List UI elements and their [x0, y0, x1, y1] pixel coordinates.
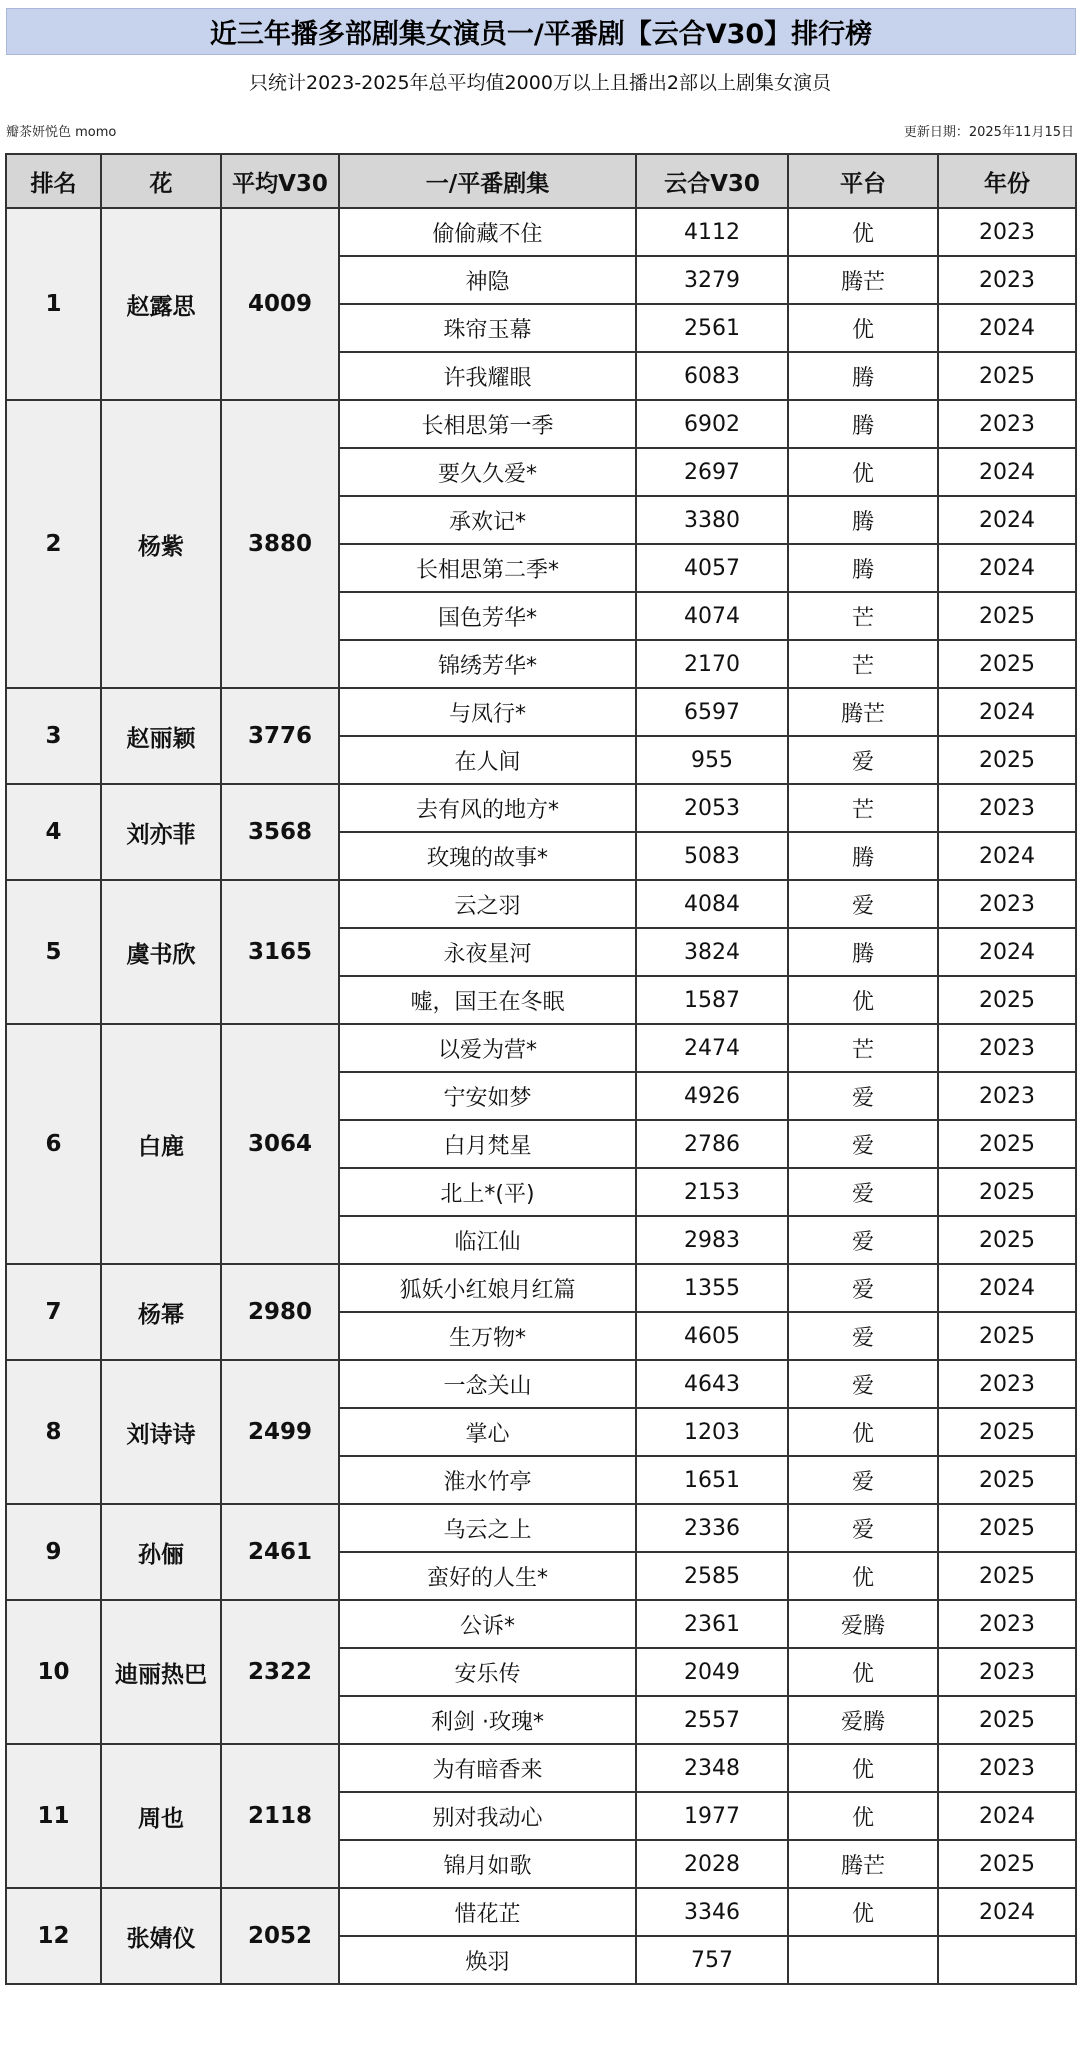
average-v30-cell: 4009: [221, 208, 339, 400]
rank-cell: 5: [6, 880, 101, 1024]
year-cell: 2025: [938, 1312, 1076, 1360]
column-header-year: 年份: [938, 154, 1076, 208]
show-title-cell: 永夜星河: [339, 928, 636, 976]
show-title-cell: 偷偷藏不住: [339, 208, 636, 256]
show-v30-cell: 4643: [636, 1360, 788, 1408]
platform-cell: 优: [788, 448, 938, 496]
year-cell: 2024: [938, 448, 1076, 496]
average-v30-cell: 3064: [221, 1024, 339, 1264]
platform-cell: 芒: [788, 784, 938, 832]
average-v30-cell: 2980: [221, 1264, 339, 1360]
table-row: [6, 1744, 1076, 1792]
year-cell: 2023: [938, 1600, 1076, 1648]
platform-cell: 优: [788, 1648, 938, 1696]
show-v30-cell: 2170: [636, 640, 788, 688]
platform-cell: 腾芒: [788, 256, 938, 304]
platform-cell: 腾: [788, 544, 938, 592]
platform-cell: 芒: [788, 1024, 938, 1072]
show-title-cell: 北上*(平): [339, 1168, 636, 1216]
rank-cell: 3: [6, 688, 101, 784]
rank-cell: 6: [6, 1024, 101, 1264]
show-v30-cell: 2557: [636, 1696, 788, 1744]
show-title-cell: 神隐: [339, 256, 636, 304]
show-v30-cell: 955: [636, 736, 788, 784]
show-title-cell: 要久久爱*: [339, 448, 636, 496]
platform-cell: 爱: [788, 1120, 938, 1168]
year-cell: 2025: [938, 1168, 1076, 1216]
platform-cell: 优: [788, 1408, 938, 1456]
platform-cell: 优: [788, 1744, 938, 1792]
show-v30-cell: 757: [636, 1936, 788, 1984]
show-title-cell: 淮水竹亭: [339, 1456, 636, 1504]
show-v30-cell: 3824: [636, 928, 788, 976]
year-cell: 2024: [938, 832, 1076, 880]
platform-cell: 爱: [788, 1360, 938, 1408]
year-cell: 2025: [938, 640, 1076, 688]
table-row: [6, 688, 1076, 736]
source-label: 瓣茶妍悦色 momo: [6, 125, 117, 140]
rank-cell: 4: [6, 784, 101, 880]
show-v30-cell: 2053: [636, 784, 788, 832]
year-cell: 2024: [938, 1888, 1076, 1936]
actress-cell: 赵露思: [101, 208, 221, 400]
show-title-cell: 生万物*: [339, 1312, 636, 1360]
year-cell: 2023: [938, 400, 1076, 448]
platform-cell: 优: [788, 1792, 938, 1840]
show-v30-cell: 1651: [636, 1456, 788, 1504]
table-row: [6, 880, 1076, 928]
table-row: [6, 1360, 1076, 1408]
year-cell: 2025: [938, 352, 1076, 400]
platform-cell: 爱: [788, 880, 938, 928]
actress-cell: 周也: [101, 1744, 221, 1888]
column-header-rank: 排名: [6, 154, 101, 208]
show-title-cell: 长相思第一季: [339, 400, 636, 448]
show-v30-cell: 2561: [636, 304, 788, 352]
year-cell: 2023: [938, 1024, 1076, 1072]
year-cell: 2025: [938, 1504, 1076, 1552]
table-header-row: [6, 154, 1076, 208]
show-v30-cell: 3346: [636, 1888, 788, 1936]
show-v30-cell: 2028: [636, 1840, 788, 1888]
show-title-cell: 别对我动心: [339, 1792, 636, 1840]
column-header-platform: 平台: [788, 154, 938, 208]
show-v30-cell: 4605: [636, 1312, 788, 1360]
show-v30-cell: 4926: [636, 1072, 788, 1120]
year-cell: 2025: [938, 1216, 1076, 1264]
page-subtitle: 只统计2023-2025年总平均值2000万以上且播出2部以上剧集女演员: [248, 72, 831, 94]
year-cell: 2025: [938, 976, 1076, 1024]
average-v30-cell: 2118: [221, 1744, 339, 1888]
show-v30-cell: 1977: [636, 1792, 788, 1840]
year-cell: 2023: [938, 880, 1076, 928]
average-v30-cell: 2499: [221, 1360, 339, 1504]
actress-cell: 刘诗诗: [101, 1360, 221, 1504]
show-v30-cell: 4112: [636, 208, 788, 256]
platform-cell: 爱: [788, 1216, 938, 1264]
show-title-cell: 公诉*: [339, 1600, 636, 1648]
table-row: [6, 784, 1076, 832]
column-header-v30: 云合V30: [636, 154, 788, 208]
show-title-cell: 云之羽: [339, 880, 636, 928]
show-v30-cell: 1587: [636, 976, 788, 1024]
show-v30-cell: 2361: [636, 1600, 788, 1648]
column-header-show: 一/平番剧集: [339, 154, 636, 208]
platform-cell: 腾: [788, 928, 938, 976]
year-cell: 2024: [938, 1792, 1076, 1840]
show-v30-cell: 2786: [636, 1120, 788, 1168]
ranking-table: [5, 153, 1077, 1985]
show-title-cell: 宁安如梦: [339, 1072, 636, 1120]
show-v30-cell: 3279: [636, 256, 788, 304]
show-v30-cell: 2697: [636, 448, 788, 496]
year-cell: 2025: [938, 1408, 1076, 1456]
rank-cell: 2: [6, 400, 101, 688]
table-row: [6, 1600, 1076, 1648]
show-v30-cell: 2336: [636, 1504, 788, 1552]
show-title-cell: 为有暗香来: [339, 1744, 636, 1792]
rank-cell: 1: [6, 208, 101, 400]
show-title-cell: 与凤行*: [339, 688, 636, 736]
average-v30-cell: 3776: [221, 688, 339, 784]
platform-cell: [788, 1936, 938, 1984]
year-cell: 2024: [938, 544, 1076, 592]
year-cell: 2025: [938, 1696, 1076, 1744]
show-title-cell: 蛮好的人生*: [339, 1552, 636, 1600]
rank-cell: 7: [6, 1264, 101, 1360]
platform-cell: 爱: [788, 1312, 938, 1360]
actress-cell: 张婧仪: [101, 1888, 221, 1984]
column-header-actress: 花: [101, 154, 221, 208]
show-title-cell: 临江仙: [339, 1216, 636, 1264]
actress-cell: 白鹿: [101, 1024, 221, 1264]
show-title-cell: 锦月如歌: [339, 1840, 636, 1888]
show-title-cell: 安乐传: [339, 1648, 636, 1696]
average-v30-cell: 3568: [221, 784, 339, 880]
platform-cell: 爱: [788, 1072, 938, 1120]
update-date: 更新日期：2025年11月15日: [903, 125, 1074, 140]
show-v30-cell: 4074: [636, 592, 788, 640]
table-row: [6, 400, 1076, 448]
year-cell: 2024: [938, 304, 1076, 352]
year-cell: 2023: [938, 256, 1076, 304]
show-v30-cell: 3380: [636, 496, 788, 544]
platform-cell: 优: [788, 976, 938, 1024]
platform-cell: 优: [788, 208, 938, 256]
rank-cell: 12: [6, 1888, 101, 1984]
year-cell: 2024: [938, 496, 1076, 544]
average-v30-cell: 2461: [221, 1504, 339, 1600]
year-cell: [938, 1936, 1076, 1984]
page-title: 近三年播多部剧集女演员一/平番剧【云合V30】排行榜: [6, 8, 1076, 55]
platform-cell: 腾芒: [788, 688, 938, 736]
platform-cell: 腾: [788, 496, 938, 544]
actress-cell: 迪丽热巴: [101, 1600, 221, 1744]
show-v30-cell: 6083: [636, 352, 788, 400]
show-title-cell: 在人间: [339, 736, 636, 784]
rank-cell: 10: [6, 1600, 101, 1744]
show-title-cell: 许我耀眼: [339, 352, 636, 400]
show-title-cell: 白月梵星: [339, 1120, 636, 1168]
table-row: [6, 1024, 1076, 1072]
show-v30-cell: 2153: [636, 1168, 788, 1216]
show-v30-cell: 1355: [636, 1264, 788, 1312]
show-title-cell: 承欢记*: [339, 496, 636, 544]
actress-cell: 杨紫: [101, 400, 221, 688]
year-cell: 2024: [938, 688, 1076, 736]
show-v30-cell: 2474: [636, 1024, 788, 1072]
platform-cell: 优: [788, 1888, 938, 1936]
platform-cell: 腾: [788, 400, 938, 448]
actress-cell: 虞书欣: [101, 880, 221, 1024]
table-row: [6, 1888, 1076, 1936]
table-row: [6, 1264, 1076, 1312]
rank-cell: 11: [6, 1744, 101, 1888]
show-title-cell: 惜花芷: [339, 1888, 636, 1936]
platform-cell: 爱: [788, 1456, 938, 1504]
platform-cell: 腾芒: [788, 1840, 938, 1888]
show-v30-cell: 2585: [636, 1552, 788, 1600]
platform-cell: 腾: [788, 832, 938, 880]
year-cell: 2025: [938, 592, 1076, 640]
table-row: [6, 1504, 1076, 1552]
year-cell: 2023: [938, 784, 1076, 832]
show-v30-cell: 5083: [636, 832, 788, 880]
column-header-average: 平均V30: [221, 154, 339, 208]
show-title-cell: 一念关山: [339, 1360, 636, 1408]
show-title-cell: 玫瑰的故事*: [339, 832, 636, 880]
year-cell: 2023: [938, 1072, 1076, 1120]
average-v30-cell: 3880: [221, 400, 339, 688]
year-cell: 2024: [938, 928, 1076, 976]
average-v30-cell: 3165: [221, 880, 339, 1024]
year-cell: 2025: [938, 1456, 1076, 1504]
platform-cell: 芒: [788, 592, 938, 640]
platform-cell: 爱: [788, 736, 938, 784]
platform-cell: 爱腾: [788, 1696, 938, 1744]
show-title-cell: 国色芳华*: [339, 592, 636, 640]
average-v30-cell: 2052: [221, 1888, 339, 1984]
show-v30-cell: 1203: [636, 1408, 788, 1456]
show-v30-cell: 6902: [636, 400, 788, 448]
show-v30-cell: 4057: [636, 544, 788, 592]
show-v30-cell: 2049: [636, 1648, 788, 1696]
show-title-cell: 去有风的地方*: [339, 784, 636, 832]
actress-cell: 孙俪: [101, 1504, 221, 1600]
show-title-cell: 珠帘玉幕: [339, 304, 636, 352]
year-cell: 2025: [938, 736, 1076, 784]
show-title-cell: 焕羽: [339, 1936, 636, 1984]
show-v30-cell: 2348: [636, 1744, 788, 1792]
platform-cell: 腾: [788, 352, 938, 400]
year-cell: 2023: [938, 1648, 1076, 1696]
show-title-cell: 掌心: [339, 1408, 636, 1456]
platform-cell: 优: [788, 304, 938, 352]
table-row: [6, 208, 1076, 256]
year-cell: 2023: [938, 208, 1076, 256]
show-title-cell: 以爱为营*: [339, 1024, 636, 1072]
year-cell: 2025: [938, 1840, 1076, 1888]
platform-cell: 优: [788, 1552, 938, 1600]
show-v30-cell: 2983: [636, 1216, 788, 1264]
table-body: [6, 208, 1076, 1984]
platform-cell: 爱: [788, 1504, 938, 1552]
platform-cell: 芒: [788, 640, 938, 688]
show-title-cell: 狐妖小红娘月红篇: [339, 1264, 636, 1312]
average-v30-cell: 2322: [221, 1600, 339, 1744]
show-title-cell: 嘘，国王在冬眠: [339, 976, 636, 1024]
show-title-cell: 利剑 ·玫瑰*: [339, 1696, 636, 1744]
year-cell: 2025: [938, 1552, 1076, 1600]
platform-cell: 爱腾: [788, 1600, 938, 1648]
year-cell: 2024: [938, 1264, 1076, 1312]
actress-cell: 杨幂: [101, 1264, 221, 1360]
platform-cell: 爱: [788, 1168, 938, 1216]
year-cell: 2023: [938, 1360, 1076, 1408]
show-v30-cell: 6597: [636, 688, 788, 736]
year-cell: 2025: [938, 1120, 1076, 1168]
year-cell: 2023: [938, 1744, 1076, 1792]
actress-cell: 赵丽颖: [101, 688, 221, 784]
platform-cell: 爱: [788, 1264, 938, 1312]
rank-cell: 8: [6, 1360, 101, 1504]
show-v30-cell: 4084: [636, 880, 788, 928]
show-title-cell: 乌云之上: [339, 1504, 636, 1552]
rank-cell: 9: [6, 1504, 101, 1600]
show-title-cell: 长相思第二季*: [339, 544, 636, 592]
actress-cell: 刘亦菲: [101, 784, 221, 880]
show-title-cell: 锦绣芳华*: [339, 640, 636, 688]
